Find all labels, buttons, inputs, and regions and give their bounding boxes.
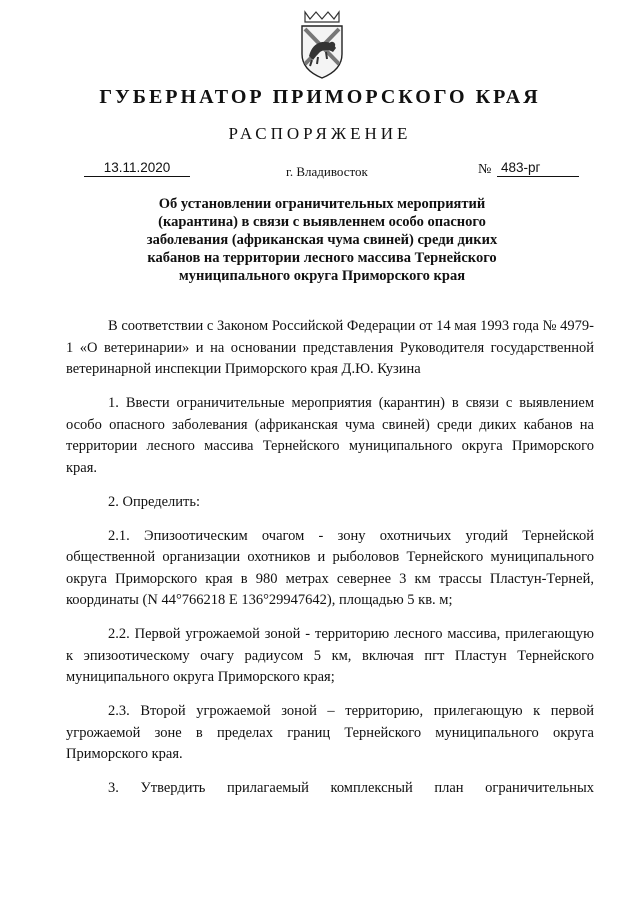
document-body [66,316,594,800]
coat-of-arms-emblem-icon [296,8,348,80]
document-type: РАСПОРЯЖЕНИЕ [228,124,412,143]
subject-line: (карантина) в связи с выявленнем особо опасного [158,214,486,230]
document-subject [140,195,504,285]
subject-line: заболевания (африканская чума свиней) среди диких [146,232,498,248]
document-city: г. Владивосток [286,164,368,179]
body-paragraph-1: 1. Ввести ограничительные мероприятия (карантин) в связи с выявлением особо опасного заболевания (африканская чума свиней) среди диких кабанов на территории лесного массива Тернейского муниципального округа Приморского края. [66,395,594,476]
body-paragraph-2-2: 2.2. Первой угрожаемой зоной - территорию лесного массива, прилегающую к эпизоотическому очагу радиусом 5 км, включая пгт Пластун Тернейского муниципального округа Приморского края; [66,626,594,685]
body-paragraph-preamble: В соответствии с Законом Российской Федерации от 14 мая 1993 года № 4979-1 «О ветеринарии» и на основании представления Руководителя государственной ветеринарной инспекции Приморского края Д.Ю. Кузина [66,318,594,377]
authority-title: ГУБЕРНАТОР ПРИМОРСКОГО КРАЯ [99,86,541,108]
document-date: 13.11.2020 [84,160,190,177]
subject-line: муниципального округа Приморского края [178,268,466,284]
number-sign: № [478,162,492,177]
body-paragraph-2-3: 2.3. Второй угрожаемой зоной – территорию, прилегающую к первой угрожаемой зоне в пределах границ Тернейского муниципального округа Приморского края. [66,703,594,762]
subject-line: Об установлении ограничительных мероприятий [158,196,486,212]
body-paragraph-3: 3. Утвердить прилагаемый комплексный план ограничительных [108,780,594,796]
subject-line: кабанов на территории лесного массива Тернейского [147,250,497,266]
body-paragraph-2: 2. Определить: [108,493,201,510]
document-number: 483-рг [497,160,579,177]
body-paragraph-2-1: 2.1. Эпизоотическим очагом - зону охотничьих угодий Тернейской общественной организации охотников и рыболовов Тернейского муниципального округа Приморского края в 980 метрах севернее 3 км трассы Пластун-Терней, координаты (N 44°766218 E 136°29947642), площадью 5 кв. м; [66,527,594,608]
